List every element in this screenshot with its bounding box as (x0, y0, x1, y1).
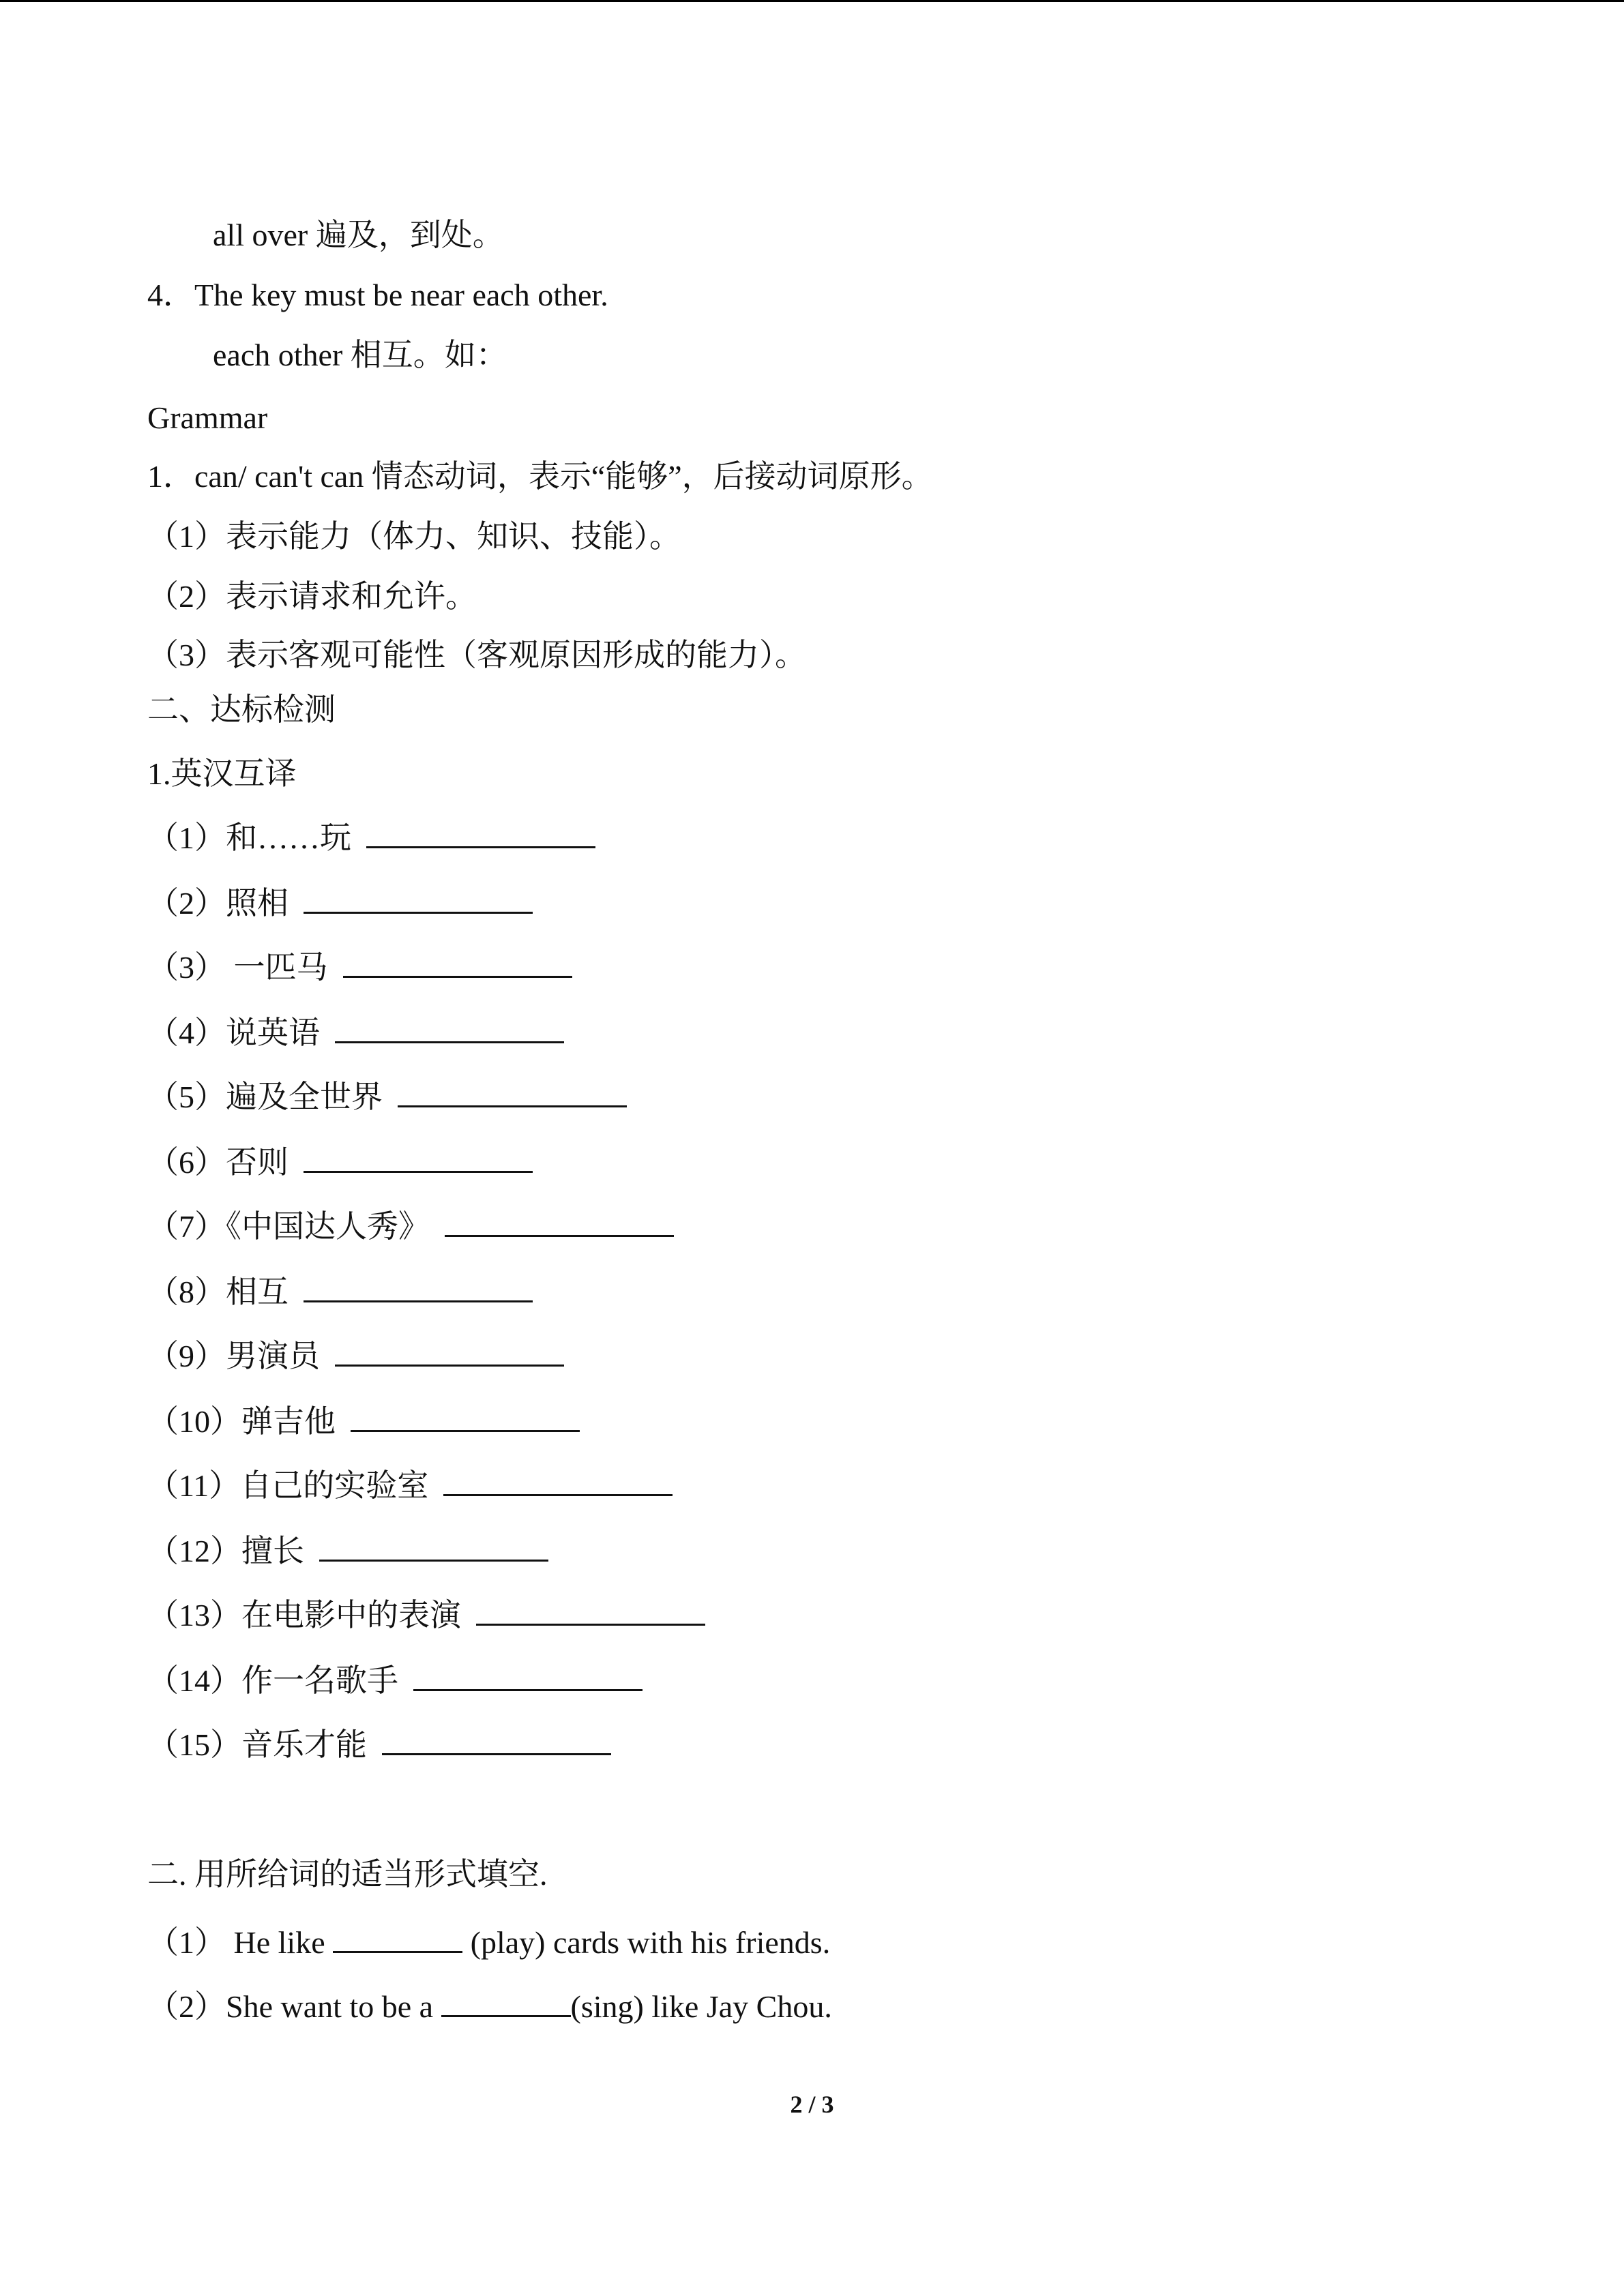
grammar-point-1: 1．can/ can't can 情态动词，表示“能够”，后接动词原形。 (147, 459, 933, 494)
answer-blank[interactable] (333, 1924, 462, 1953)
translation-item: （14）作一名歌手 (147, 1662, 643, 1700)
fill-in-task-title: 二. 用所给词的适当形式填空. (147, 1857, 548, 1892)
translation-item: （13）在电影中的表演 (147, 1596, 705, 1635)
translation-item: （11）自己的实验室 (147, 1467, 673, 1505)
translation-item: （9）男演员 (147, 1337, 564, 1375)
answer-blank[interactable] (351, 1403, 580, 1432)
grammar-usage-2: （2）表示请求和允许。 (147, 579, 477, 614)
translation-task-title: 1.英汉互译 (147, 756, 297, 791)
answer-blank[interactable] (398, 1078, 627, 1107)
answer-blank[interactable] (335, 1337, 564, 1367)
fill-in-item-2: （2）She want to be a (sing) like Jay Chou. (147, 1989, 832, 2024)
vocab-each-other: each other 相互。如： (213, 338, 507, 372)
answer-blank[interactable] (304, 884, 533, 914)
translation-item: （3） 一匹马 (147, 949, 572, 987)
translation-item: （10）弹吉他 (147, 1403, 580, 1441)
translation-item: （8）相互 (147, 1273, 533, 1311)
grammar-heading: Grammar (147, 400, 268, 435)
grammar-usage-3: （3）表示客观可能性（客观原因形成的能力）。 (147, 638, 806, 672)
answer-blank[interactable] (382, 1726, 611, 1755)
translation-item: （1）和……玩 (147, 819, 595, 857)
vocab-all-over: all over 遍及，到处。 (213, 218, 504, 252)
answer-blank[interactable] (343, 949, 572, 978)
answer-blank[interactable] (319, 1532, 548, 1562)
translation-item: （5）遍及全世界 (147, 1078, 627, 1116)
translation-item: （7）《中国达人秀》 (147, 1208, 674, 1246)
translation-item: （6）否则 (147, 1144, 533, 1182)
page-number: 2 / 3 (790, 2091, 834, 2118)
answer-blank[interactable] (443, 1467, 673, 1496)
page-top-border (0, 0, 1624, 2)
key-sentence-4: 4．The key must be near each other. (147, 278, 608, 312)
answer-blank[interactable] (335, 1014, 564, 1043)
answer-blank[interactable] (413, 1662, 643, 1691)
fill-in-item-1: （1） He like (play) cards with his friends. (147, 1925, 831, 1960)
grammar-usage-1: （1）表示能力（体力、知识、技能）。 (147, 519, 681, 554)
answer-blank[interactable] (304, 1144, 533, 1173)
answer-blank[interactable] (476, 1596, 705, 1626)
answer-blank[interactable] (445, 1208, 674, 1237)
answer-blank[interactable] (441, 1988, 571, 2017)
translation-item: （2）照相 (147, 884, 533, 923)
section-2-title: 二、达标检测 (147, 692, 336, 727)
translation-item: （15）音乐才能 (147, 1726, 611, 1764)
answer-blank[interactable] (304, 1273, 533, 1302)
translation-item: （12）擅长 (147, 1532, 548, 1570)
answer-blank[interactable] (366, 819, 595, 848)
translation-item: （4）说英语 (147, 1014, 564, 1052)
